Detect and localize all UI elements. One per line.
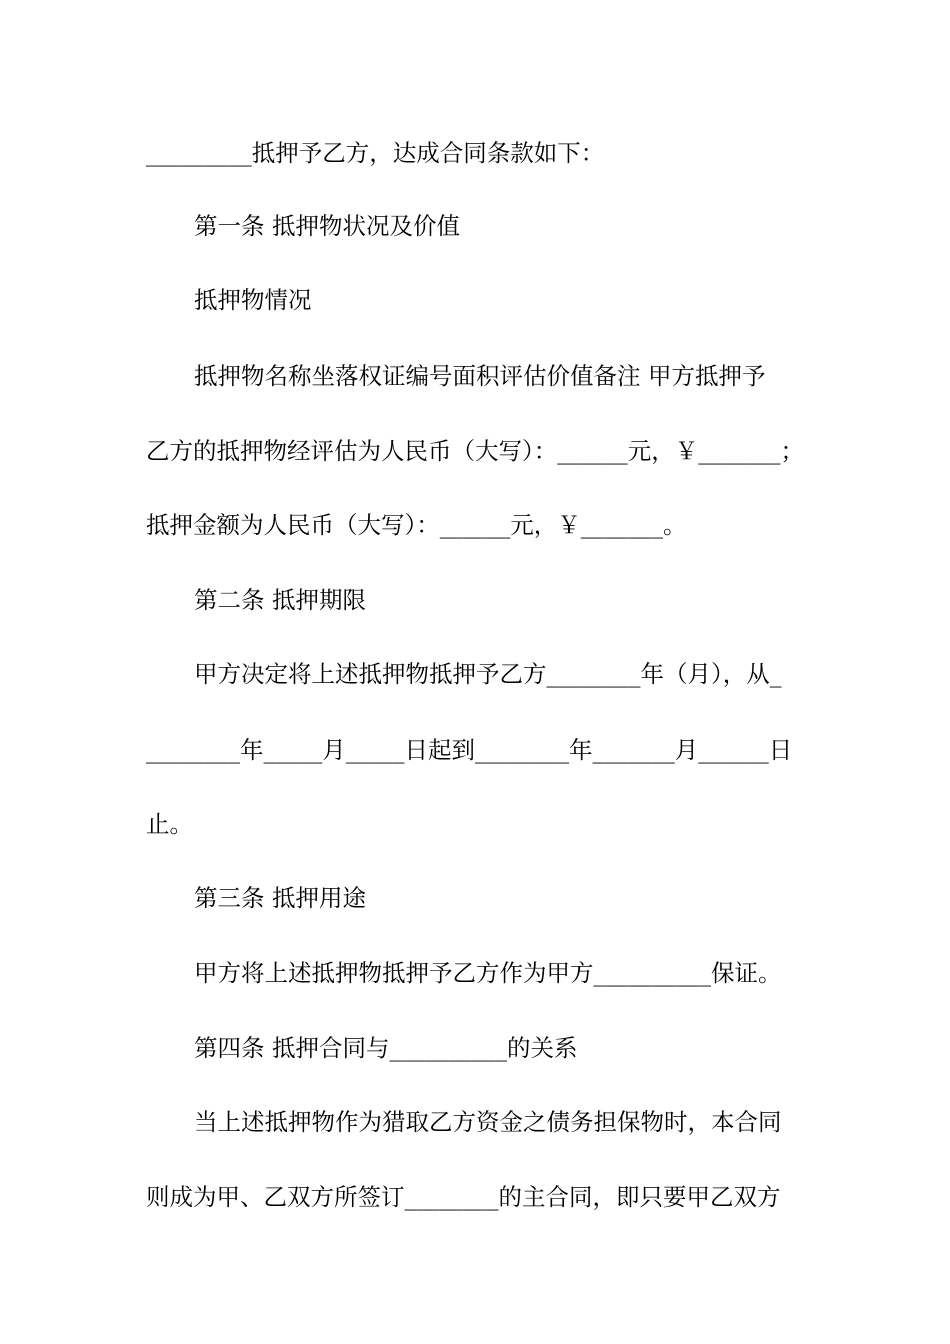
contract-text-line: 甲方将上述抵押物抵押予乙方作为甲方__________保证。 xyxy=(194,959,782,987)
article-1-heading: 第一条 抵押物状况及价值 xyxy=(194,212,460,240)
article-4-heading: 第四条 抵押合同与__________的关系 xyxy=(194,1034,578,1062)
contract-text-line: _________抵押予乙方，达成合同条款如下： xyxy=(146,139,605,167)
contract-text-line: 当上述抵押物作为猎取乙方资金之债务担保物时，本合同 xyxy=(194,1108,782,1136)
contract-text-line: ________年_____月_____日起到________年_______月______日 xyxy=(146,736,793,764)
contract-text-line: 则成为甲、乙双方所签订________的主合同，即只要甲乙双方 xyxy=(146,1183,781,1211)
contract-text-line: 抵押金额为人民币（大写）：______元，￥_______。 xyxy=(146,511,687,539)
contract-text-line: 止。 xyxy=(146,810,193,838)
contract-text-line: 乙方的抵押物经评估为人民币（大写）：______元，￥_______； xyxy=(146,437,804,465)
collateral-status-heading: 抵押物情况 xyxy=(194,286,312,314)
article-3-heading: 第三条 抵押用途 xyxy=(194,884,366,912)
contract-text-line: 抵押物名称坐落权证编号面积评估价值备注 甲方抵押予 xyxy=(194,362,766,390)
article-2-heading: 第二条 抵押期限 xyxy=(194,586,366,614)
contract-text-line: 甲方决定将上述抵押物抵押予乙方________年（月），从_ xyxy=(194,660,782,688)
